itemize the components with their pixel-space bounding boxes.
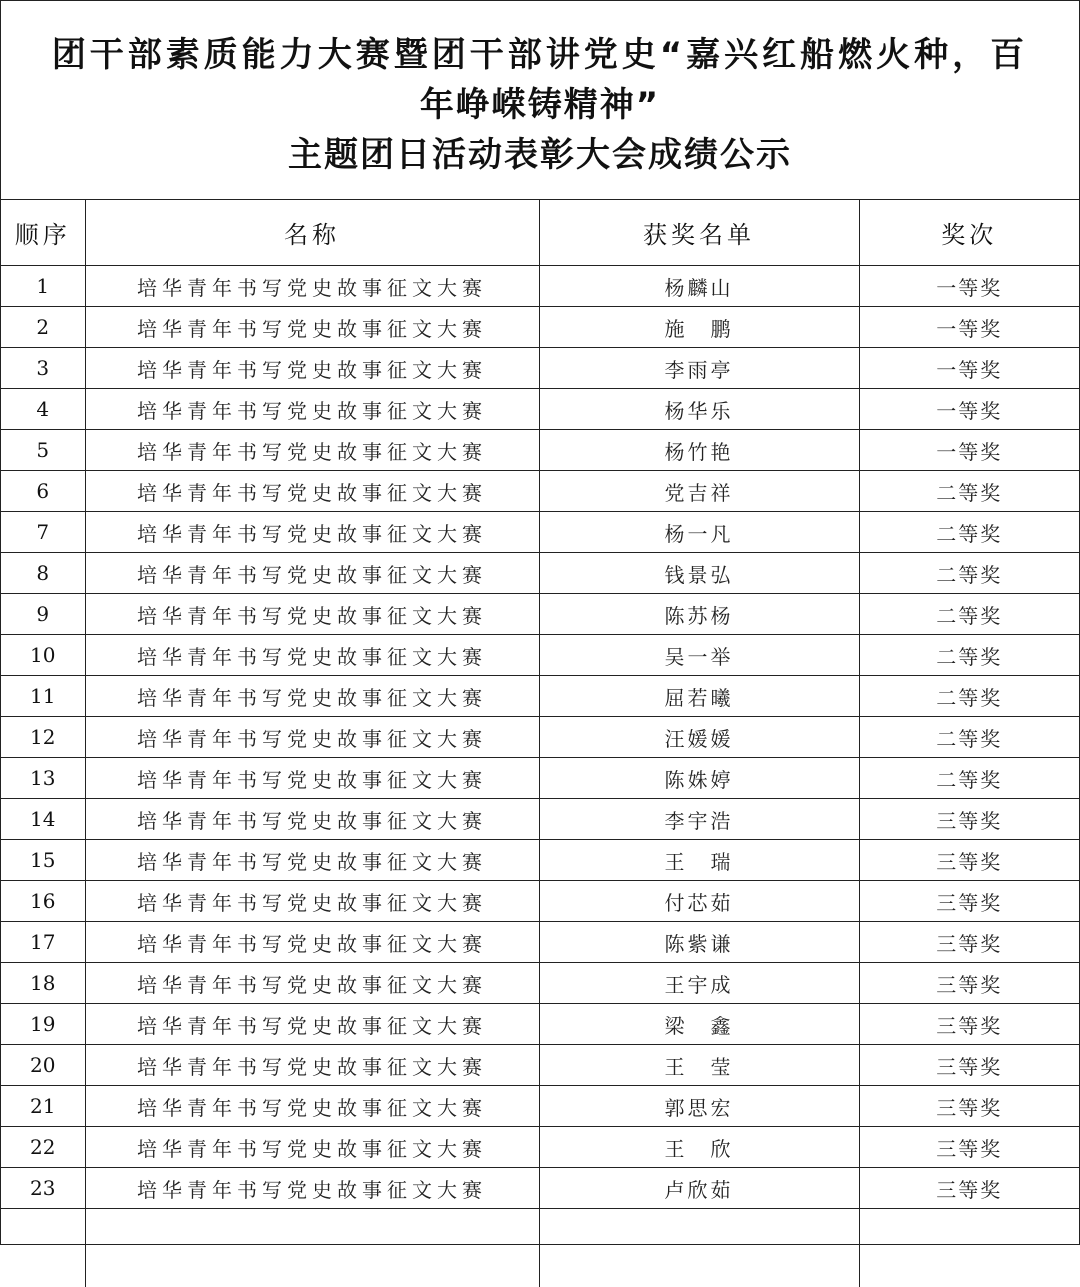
table-row: [1, 758, 1079, 799]
table-row: [1, 799, 1079, 840]
cell-seq: 15: [1, 840, 85, 881]
cell-event-name: 培华青年书写党史故事征文大赛: [85, 389, 539, 430]
cell-award: 三等奖: [859, 799, 1079, 840]
cell-event-name: 培华青年书写党史故事征文大赛: [85, 1004, 539, 1045]
cell-award: 二等奖: [859, 758, 1079, 799]
cell-winner: 杨麟山: [539, 266, 859, 307]
cell-seq: 9: [1, 594, 85, 635]
cell-winner: 郭思宏: [539, 1086, 859, 1127]
empty-cell: [539, 1209, 859, 1287]
cell-winner: 李宇浩: [539, 799, 859, 840]
cell-event-name: 培华青年书写党史故事征文大赛: [85, 1127, 539, 1168]
cell-winner: 王 欣: [539, 1127, 859, 1168]
cell-event-name: 培华青年书写党史故事征文大赛: [85, 635, 539, 676]
table-row: [1, 512, 1079, 553]
cell-award: 三等奖: [859, 1168, 1079, 1209]
cell-award: 二等奖: [859, 553, 1079, 594]
cell-award: 一等奖: [859, 430, 1079, 471]
table-row: [1, 635, 1079, 676]
cell-seq: 20: [1, 1045, 85, 1086]
cell-winner: 付芯茹: [539, 881, 859, 922]
cell-winner: 陈苏杨: [539, 594, 859, 635]
table-row: [1, 389, 1079, 430]
title-line-3: 主题团日活动表彰大会成绩公示: [1, 135, 1079, 175]
cell-award: 三等奖: [859, 922, 1079, 963]
cell-seq: 19: [1, 1004, 85, 1045]
table-row: [1, 430, 1079, 471]
cell-seq: 12: [1, 717, 85, 758]
cell-seq: 6: [1, 471, 85, 512]
table-row: [1, 676, 1079, 717]
cell-seq: 2: [1, 307, 85, 348]
cell-event-name: 培华青年书写党史故事征文大赛: [85, 307, 539, 348]
cell-event-name: 培华青年书写党史故事征文大赛: [85, 840, 539, 881]
cell-award: 三等奖: [859, 1004, 1079, 1045]
cell-winner: 王宇成: [539, 963, 859, 1004]
cell-award: 三等奖: [859, 881, 1079, 922]
table-row: [1, 307, 1079, 348]
title-block: [1, 1, 1079, 200]
table-row: [1, 922, 1079, 963]
cell-seq: 3: [1, 348, 85, 389]
table-row: [1, 594, 1079, 635]
cell-event-name: 培华青年书写党史故事征文大赛: [85, 1045, 539, 1086]
cell-seq: 10: [1, 635, 85, 676]
empty-cell: [1, 1209, 85, 1287]
cell-seq: 4: [1, 389, 85, 430]
cell-award: 二等奖: [859, 512, 1079, 553]
cell-seq: 5: [1, 430, 85, 471]
header-winners: 获奖名单: [539, 200, 859, 266]
cell-seq: 18: [1, 963, 85, 1004]
empty-cell: [85, 1209, 539, 1287]
table-header-row: [1, 200, 1079, 266]
table-row: [1, 1004, 1079, 1045]
cell-winner: 党吉祥: [539, 471, 859, 512]
cell-winner: 杨竹艳: [539, 430, 859, 471]
cell-award: 三等奖: [859, 1045, 1079, 1086]
cell-award: 二等奖: [859, 676, 1079, 717]
cell-winner: 吴一举: [539, 635, 859, 676]
cell-event-name: 培华青年书写党史故事征文大赛: [85, 717, 539, 758]
table-row: [1, 348, 1079, 389]
cell-award: 三等奖: [859, 1086, 1079, 1127]
cell-seq: 13: [1, 758, 85, 799]
cell-seq: 1: [1, 266, 85, 307]
results-table: [1, 200, 1079, 1287]
cell-seq: 16: [1, 881, 85, 922]
cell-event-name: 培华青年书写党史故事征文大赛: [85, 922, 539, 963]
cell-award: 二等奖: [859, 717, 1079, 758]
cell-award: 三等奖: [859, 1127, 1079, 1168]
table-row: [1, 553, 1079, 594]
cell-winner: 杨一凡: [539, 512, 859, 553]
table-row: [1, 471, 1079, 512]
cell-event-name: 培华青年书写党史故事征文大赛: [85, 594, 539, 635]
empty-table-row: [1, 1209, 1079, 1287]
cell-event-name: 培华青年书写党史故事征文大赛: [85, 758, 539, 799]
cell-event-name: 培华青年书写党史故事征文大赛: [85, 266, 539, 307]
table-row: [1, 1045, 1079, 1086]
cell-award: 二等奖: [859, 635, 1079, 676]
cell-winner: 梁 鑫: [539, 1004, 859, 1045]
header-award: 奖次: [859, 200, 1079, 266]
title-line-1: 团干部素质能力大赛暨团干部讲党史“嘉兴红船燃火种，百: [1, 35, 1079, 75]
cell-award: 二等奖: [859, 594, 1079, 635]
cell-seq: 23: [1, 1168, 85, 1209]
cell-winner: 汪媛媛: [539, 717, 859, 758]
cell-seq: 21: [1, 1086, 85, 1127]
cell-seq: 14: [1, 799, 85, 840]
cell-winner: 王 瑞: [539, 840, 859, 881]
cell-award: 一等奖: [859, 389, 1079, 430]
cell-event-name: 培华青年书写党史故事征文大赛: [85, 963, 539, 1004]
cell-event-name: 培华青年书写党史故事征文大赛: [85, 1168, 539, 1209]
cell-event-name: 培华青年书写党史故事征文大赛: [85, 881, 539, 922]
cell-event-name: 培华青年书写党史故事征文大赛: [85, 348, 539, 389]
cell-winner: 钱景弘: [539, 553, 859, 594]
cell-award: 一等奖: [859, 307, 1079, 348]
cell-award: 三等奖: [859, 840, 1079, 881]
cell-seq: 22: [1, 1127, 85, 1168]
cell-winner: 施 鹏: [539, 307, 859, 348]
cell-event-name: 培华青年书写党史故事征文大赛: [85, 1086, 539, 1127]
cell-seq: 8: [1, 553, 85, 594]
table-row: [1, 266, 1079, 307]
table-row: [1, 1086, 1079, 1127]
title-line-2: 年峥嵘铸精神”: [1, 85, 1079, 125]
cell-award: 一等奖: [859, 266, 1079, 307]
table-row: [1, 881, 1079, 922]
cell-event-name: 培华青年书写党史故事征文大赛: [85, 799, 539, 840]
table-row: [1, 963, 1079, 1004]
cell-event-name: 培华青年书写党史故事征文大赛: [85, 471, 539, 512]
table-row: [1, 717, 1079, 758]
cell-winner: 卢欣茹: [539, 1168, 859, 1209]
cell-award: 三等奖: [859, 963, 1079, 1004]
cell-award: 二等奖: [859, 471, 1079, 512]
table-row: [1, 840, 1079, 881]
header-name: 名称: [85, 200, 539, 266]
cell-seq: 17: [1, 922, 85, 963]
cell-event-name: 培华青年书写党史故事征文大赛: [85, 553, 539, 594]
cell-award: 一等奖: [859, 348, 1079, 389]
table-body: [1, 266, 1079, 1287]
cell-winner: 陈紫谦: [539, 922, 859, 963]
cell-winner: 李雨亭: [539, 348, 859, 389]
empty-cell: [859, 1209, 1079, 1287]
table-row: [1, 1168, 1079, 1209]
cell-event-name: 培华青年书写党史故事征文大赛: [85, 430, 539, 471]
cell-seq: 11: [1, 676, 85, 717]
cell-event-name: 培华青年书写党史故事征文大赛: [85, 676, 539, 717]
cell-winner: 杨华乐: [539, 389, 859, 430]
cell-event-name: 培华青年书写党史故事征文大赛: [85, 512, 539, 553]
cell-seq: 7: [1, 512, 85, 553]
cell-winner: 王 莹: [539, 1045, 859, 1086]
cell-winner: 陈姝婷: [539, 758, 859, 799]
header-seq: 顺序: [1, 200, 85, 266]
table-row: [1, 1127, 1079, 1168]
cell-winner: 屈若曦: [539, 676, 859, 717]
